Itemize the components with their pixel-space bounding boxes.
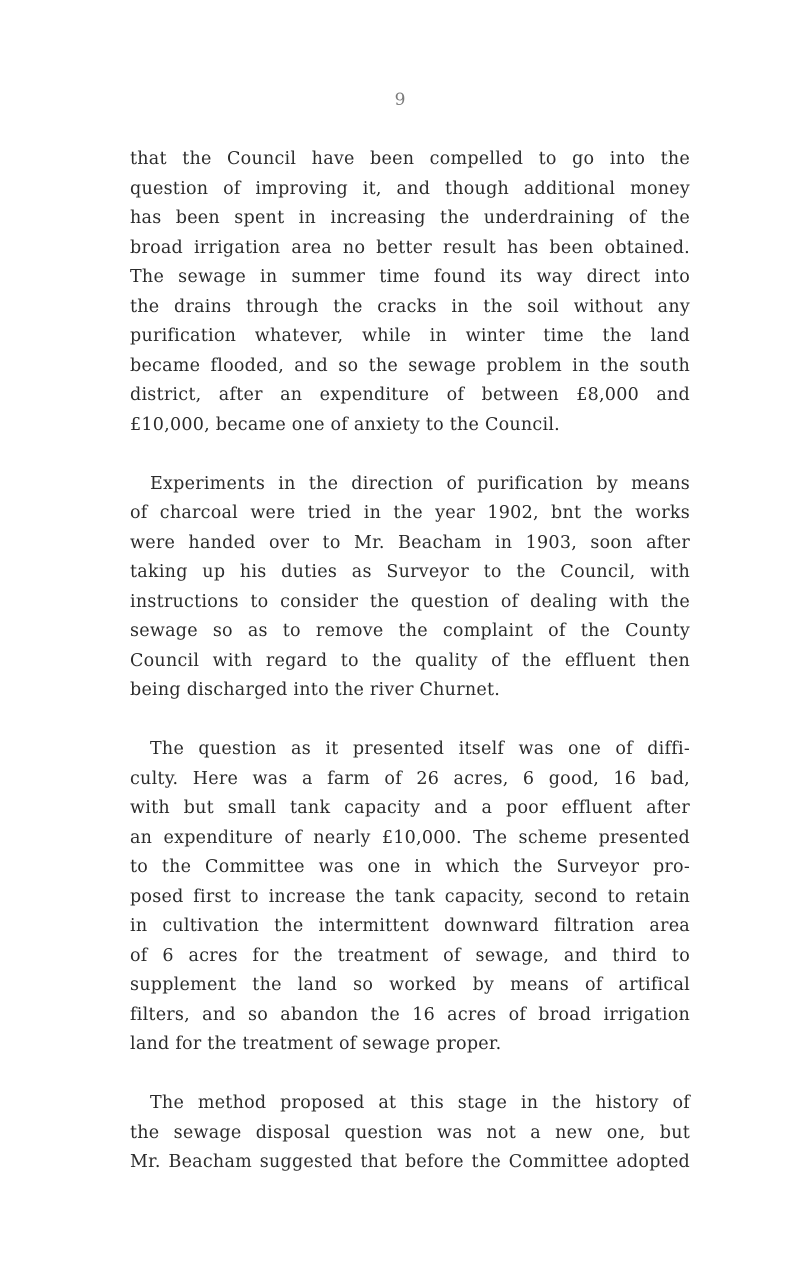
text-line: filters, and so abandon the 16 acres of broad irrigation	[130, 1004, 690, 1025]
text-line: taking up his duties as Surveyor to the Council, with	[130, 562, 690, 582]
paragraph-3	[130, 735, 690, 1060]
text-line: an expenditure of nearly £10,000. The scheme presented	[130, 827, 690, 848]
text-line: £10,000, became one of anxiety to the Council.	[130, 414, 560, 435]
text-line: The sewage in summer time found its way direct into	[130, 267, 690, 287]
text-line: sewage so as to remove the complaint of the County	[130, 621, 690, 641]
text-line: Experiments in the direction of purification by means	[150, 473, 690, 494]
text-line: purification whatever, while in winter time the land	[130, 326, 690, 346]
text-line: the drains through the cracks in the soil without any	[130, 296, 690, 317]
text-line: broad irrigation area no better result has been obtained.	[130, 237, 690, 258]
text-line: of 6 acres for the treatment of sewage, and third to	[130, 945, 690, 966]
text-line: question of improving it, and though additional money	[130, 178, 690, 199]
text-line: The question as it presented itself was one of diffi-	[150, 739, 690, 759]
text-line: The method proposed at this stage in the history of	[150, 1093, 690, 1113]
text-line: has been spent in increasing the underdraining of the	[130, 208, 690, 228]
text-line: culty. Here was a farm of 26 acres, 6 good, 16 bad,	[130, 768, 690, 789]
paragraph-4	[130, 1089, 690, 1178]
text-line: became flooded, and so the sewage problem in the south	[130, 355, 690, 376]
text-line: supplement the land so worked by means of artifical	[130, 975, 690, 995]
text-line: land for the treatment of sewage proper.	[130, 1034, 502, 1054]
text-line: in cultivation the intermittent downward filtration area	[130, 916, 690, 936]
text-line: of charcoal were tried in the year 1902, bnt the works	[130, 503, 690, 523]
text-line: with but small tank capacity and a poor effluent after	[130, 798, 690, 818]
body-text	[130, 145, 690, 1178]
page-number: 9	[394, 90, 406, 110]
paragraph-gap	[130, 440, 690, 470]
text-line: to the Committee was one in which the Surveyor pro-	[130, 857, 690, 877]
text-line: district, after an expenditure of between £8,000 and	[130, 385, 690, 405]
paragraph-gap	[130, 1060, 690, 1090]
text-line: Council with regard to the quality of the effluent then	[130, 650, 690, 671]
paragraph-1	[130, 145, 690, 440]
text-line: the sewage disposal question was not a new one, but	[130, 1122, 690, 1143]
text-line: were handed over to Mr. Beacham in 1903, soon after	[130, 532, 690, 553]
paragraph-2	[130, 470, 690, 706]
text-line: Mr. Beacham suggested that before the Committee adopted	[130, 1152, 690, 1172]
text-line: that the Council have been compelled to go into the	[130, 149, 690, 169]
text-line: posed first to increase the tank capacity, second to retain	[130, 886, 690, 907]
paragraph-gap	[130, 706, 690, 736]
text-line: being discharged into the river Churnet.	[130, 680, 501, 700]
text-line: instructions to consider the question of dealing with the	[130, 591, 690, 612]
